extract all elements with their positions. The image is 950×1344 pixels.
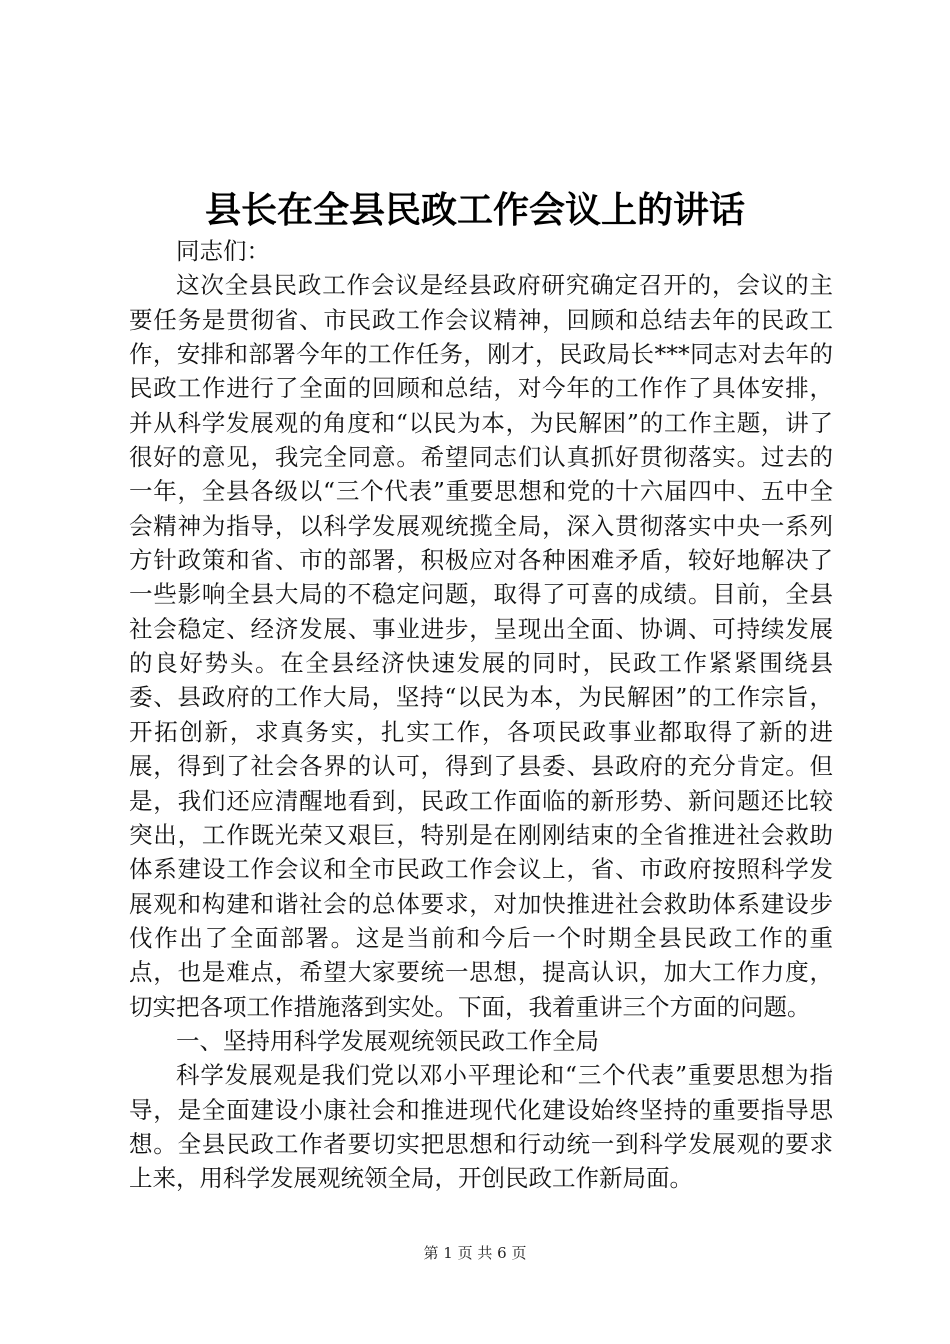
document-title: 县长在全县民政工作会议上的讲话 (204, 189, 745, 231)
document-body (129, 234, 833, 1196)
salutation: 同志们： (176, 237, 270, 265)
page-footer: 第 1 页 共 6 页 (423, 1244, 527, 1262)
section-heading: 一、坚持用科学发展观统领民政工作全局 (176, 1026, 599, 1055)
body-paragraph: 科学发展观是我们党以邓小平理论和“三个代表”重要思想为指导，是全面建设小康社会和推进现代化建设始终坚持的重要指导思想。全县民政工作者要切实把思想和行动统一到科学发展观的要求上来，用科学发展观统领全局，开创民政工作新局面。 (129, 1061, 833, 1193)
body-paragraph: 这次全县民政工作会议是经县政府研究确定召开的，会议的主要任务是贯彻省、市民政工作会议精神，回顾和总结去年的民政工作，安排和部署今年的工作任务，刚才，民政局长***同志对去年的民政工作进行了全面的回顾和总结，对今年的工作作了具体安排，并从科学发展观的角度和“以民为本，为民解困”的工作主题，讲了很好的意见，我完全同意。希望同志们认真抓好贯彻落实。过去的一年，全县各级以“三个代表”重要思想和党的十六届四中、五中全会精神为指导，以科学发展观统揽全局，深入贯彻落实中央一系列方针政策和省、市的部署，积极应对各种困难矛盾，较好地解决了一些影响全县大局的不稳定问题，取得了可喜的成绩。目前，全县社会稳定、经济发展、事业进步，呈现出全面、协调、可持续发展的良好势头。在全县经济快速发展的同时，民政工作紧紧围绕县委、县政府的工作大局，坚持“以民为本，为民解困”的工作宗旨，开拓创新，求真务实，扎实工作，各项民政事业都取得了新的进展，得到了社会各界的认可，得到了县委、县政府的充分肯定。但是，我们还应清醒地看到，民政工作面临的新形势、新问题还比较突出，工作既光荣又艰巨，特别是在刚刚结束的全省推进社会救助体系建设工作会议和全市民政工作会议上，省、市政府按照科学发展观和构建和谐社会的总体要求，对加快推进社会救助体系建设步伐作出了全面部署。这是当前和今后一个时期全县民政工作的重点，也是难点，希望大家要统一思想，提高认识，加大工作力度，切实把各项工作措施落到实处。下面，我着重讲三个方面的问题。 (129, 271, 833, 1021)
